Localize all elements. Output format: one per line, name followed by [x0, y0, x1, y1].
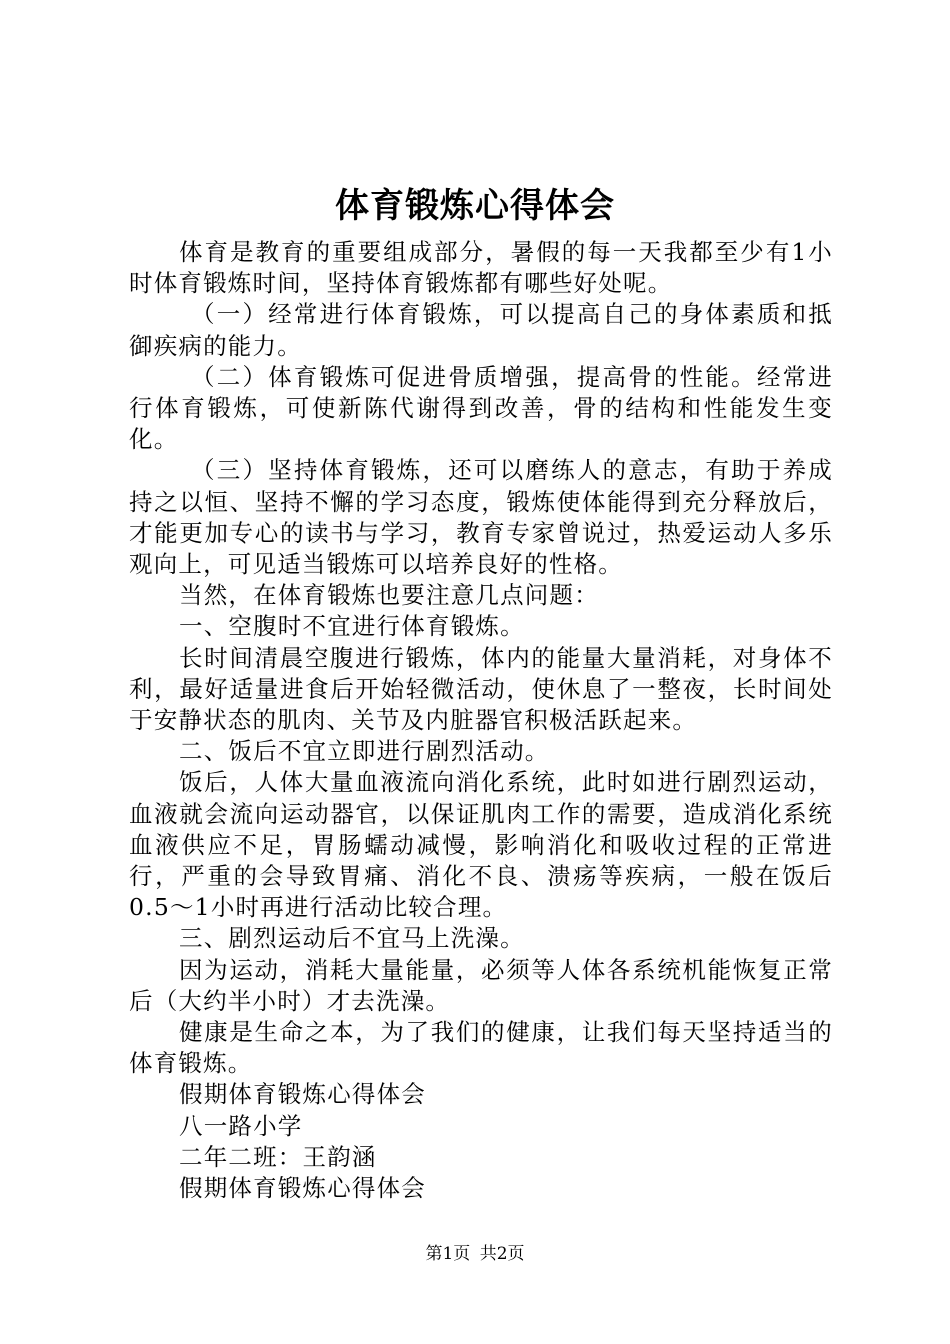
page-total: 共2页: [479, 1244, 525, 1264]
section-heading: 三、剧烈运动后不宜马上洗澡。: [179, 924, 525, 953]
signature-title: 假期体育锻炼心得体会: [179, 1080, 426, 1109]
page-footer: [0, 1242, 950, 1266]
section-heading: 二、饭后不宜立即进行剧烈活动。: [179, 737, 550, 766]
document-body: [129, 237, 833, 1204]
document-title: 体育锻炼心得体会: [335, 186, 615, 226]
paragraph: 健康是生命之本，为了我们的健康，让我们每天坚持适当的体育锻炼。: [129, 1018, 833, 1078]
signature-author: 二年二班：王韵涵: [179, 1142, 377, 1171]
page-number: 第1页: [425, 1244, 471, 1264]
paragraph: 体育是教育的重要组成部分，暑假的每一天我都至少有1小时体育锻炼时间，坚持体育锻炼都有哪些好处呢。: [129, 238, 833, 298]
paragraph: 饭后，人体大量血液流向消化系统，此时如进行剧烈运动，血液就会流向运动器官，以保证肌肉工作的需要，造成消化系统血液供应不足，胃肠蠕动减慢，影响消化和吸收过程的正常进行，严重的会导致胃痛、消化不良、溃疡等疾病，一般在饭后0.5～1小时再进行活动比较合理。: [129, 768, 833, 922]
paragraph: 因为运动，消耗大量能量，必须等人体各系统机能恢复正常后（大约半小时）才去洗澡。: [129, 955, 833, 1015]
section-heading: 一、空腹时不宜进行体育锻炼。: [179, 612, 525, 641]
paragraph: （二）体育锻炼可促进骨质增强，提高骨的性能。经常进行体育锻炼，可使新陈代谢得到改善，骨的结构和性能发生变化。: [129, 362, 833, 454]
signature-title-repeat: 假期体育锻炼心得体会: [179, 1174, 426, 1203]
paragraph: （三）坚持体育锻炼，还可以磨练人的意志，有助于养成持之以恒、坚持不懈的学习态度，锻炼使体能得到充分释放后，才能更加专心的读书与学习，教育专家曾说过，热爱运动人多乐观向上，可见适当锻炼可以培养良好的性格。: [129, 456, 833, 579]
paragraph: 长时间清晨空腹进行锻炼，体内的能量大量消耗，对身体不利，最好适量进食后开始轻微活动，使休息了一整夜，长时间处于安静状态的肌肉、关节及内脏器官积极活跃起来。: [129, 643, 833, 735]
paragraph: 当然，在体育锻炼也要注意几点问题：: [179, 581, 599, 610]
signature-school: 八一路小学: [179, 1111, 303, 1140]
paragraph: （一）经常进行体育锻炼，可以提高自己的身体素质和抵御疾病的能力。: [129, 300, 833, 360]
